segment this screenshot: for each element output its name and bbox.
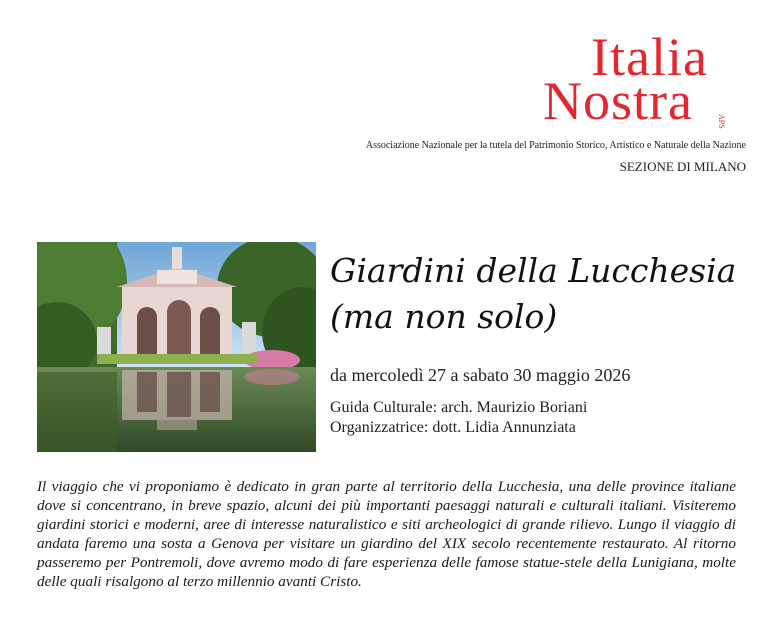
- logo-text-italia: Italia: [591, 27, 708, 87]
- garden-pavilion-illustration: [37, 242, 316, 452]
- garden-pavilion-photo: [37, 242, 316, 452]
- organizer: Organizzatrice: dott. Lidia Annunziata: [330, 419, 576, 436]
- event-title-line2: (ma non solo): [330, 297, 558, 336]
- event-title: [330, 248, 736, 340]
- intro-paragraph: Il viaggio che vi proponiamo è dedicato in gran parte al territorio della Lucchesia, una delle province italiane dove si concentrano, in breve spazio, alcuni dei più importanti paesaggi naturali e culturali italiani. Visiteremo giardini storici e moderni, aree di interesse naturalistico e siti archeologici di grande rilievo. Lungo il viaggio di andata faremo una sosta a Genova per visitare un giardino del XIX secolo recentemente restaurato. Al ritorno passeremo per Pontremoli, dove avremo modo di fare esperienza delle famose statue-stele della Lunigiana, molte delle quali risalgono al terzo millennio avanti Cristo.: [37, 478, 736, 590]
- section-label: SEZIONE DI MILANO: [619, 159, 746, 174]
- logo-text-nostra: Nostra: [543, 71, 693, 131]
- association-subtitle: Associazione Nazionale per la tutela del Patrimonio Storico, Artistico e Naturale della Nazione: [365, 140, 746, 151]
- event-title-line1: Giardini della Lucchesia: [330, 251, 737, 290]
- logo-aps-suffix: APS: [717, 114, 726, 129]
- event-staff: [330, 398, 587, 438]
- italia-nostra-logo: [543, 27, 743, 131]
- cultural-guide: Guida Culturale: arch. Maurizio Boriani: [330, 399, 588, 416]
- event-dates: da mercoledì 27 a sabato 30 maggio 2026: [330, 365, 631, 385]
